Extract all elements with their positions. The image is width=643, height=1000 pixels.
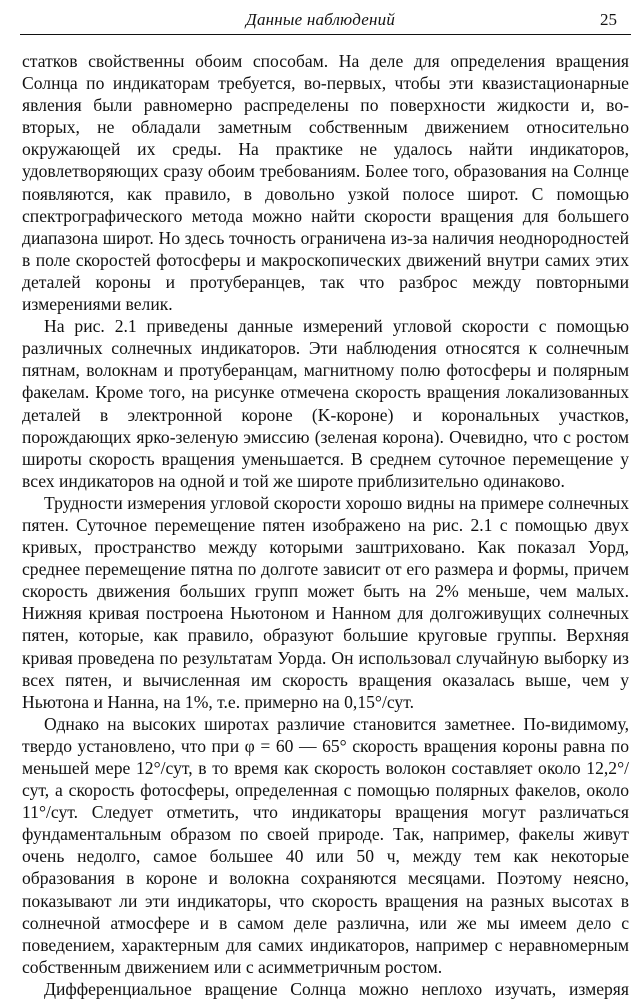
paragraph-high-latitudes: Однако на высоких широтах различие становится заметнее. По-видимому, твердо установлено, что при φ = 60 — 65° скорость вращения короны равна по меньшей мере 12°/сут, в то время как скорость волокон составляет около 12,2°/сут, а скорость фотосферы, определенная с помощью полярных факелов, около 11°/сут. Следует отметить, что индикаторы вращения могут различаться фундаментальным образом по своей природе. Так, например, факелы живут очень недолго, самое большее 40 или 50 ч, между тем как некоторые образования в короне и волокна сохраняются месяцами. Поэтому неясно, показывают ли эти индикаторы, что скорость вращения на разных высотах в солнечной атмосфере и в самом деле различна, или же мы имеем дело с поведением, характерным для самих индикаторов, например с неравномерным собственным движением или с асимметричным ростом. bbox=[22, 713, 629, 977]
paragraph-differential-rotation: Дифференциальное вращение Солнца можно неплохо изучать, измеряя bbox=[44, 978, 629, 999]
paragraph-fig-2-1-data: На рис. 2.1 приведены данные измерений угловой скорости с помощью различных солнечных индикаторов. Эти наблюдения относятся к солнечным пятнам, волокнам и протуберанцам, магнитному полю фотосферы и полярным факелам. Кроме того, на рисунке отмечена скорость вращения локализованных деталей в электронной короне (K-короне) и корональных участков, порождающих ярко-зеленую эмиссию (зеленая корона). Очевидно, что с ростом широты скорость вращения уменьшается. В среднем суточное перемещение у всех индикаторов на одной и той же широте приблизительно одинаково. bbox=[22, 316, 629, 491]
running-head bbox=[8, 6, 633, 34]
running-title: Данные наблюдений bbox=[245, 10, 396, 29]
paragraph-continuation: статков свойственны обоим способам. На деле для определения вращения Солнца по индикаторам требуется, во-первых, чтобы эти квазистационарные явления были равномерно распределены по поверхности жидкости и, во-вторых, не обладали заметным собственным движением относительно окружающей их среды. На практике не удалось найти индикаторов, удовлетворяющих сразу обоим требованиям. Более того, образования на Солнце появляются, как правило, в довольно узкой полосе широт. С помощью спектрографического метода можно найти скорости вращения для большего диапазона широт. Но здесь точность ограничена из-за наличия неоднородностей в поле скоростей фотосферы и макроскопических движений внутри самих этих деталей короны и протуберанцев, так что разброс между повторными измерениями велик. bbox=[22, 51, 629, 315]
header-rule bbox=[20, 34, 631, 35]
body-text bbox=[22, 50, 629, 1000]
page-number: 25 bbox=[600, 10, 617, 29]
paragraph-sunspot-difficulties: Трудности измерения угловой скорости хорошо видны на примере солнечных пятен. Суточное перемещение пятен изображено на рис. 2.1 с помощью двух кривых, пространство между которыми заштриховано. Как показал Уорд, среднее перемещение пятна по долготе зависит от его размера и формы, причем скорость движения больших групп может быть на 2% меньше, чем малых. Нижняя кривая построена Ньютоном и Нанном для долгоживущих солнечных пятен, которые, как правило, образуют большие круговые группы. Верхняя кривая проведена по результатам Уорда. Он использовал случайную выборку из всех пятен, и вычисленная им скорость вращения оказалась выше, чем у Ньютона и Нанна, на 1%, т.е. примерно на 0,15°/сут. bbox=[22, 492, 629, 712]
